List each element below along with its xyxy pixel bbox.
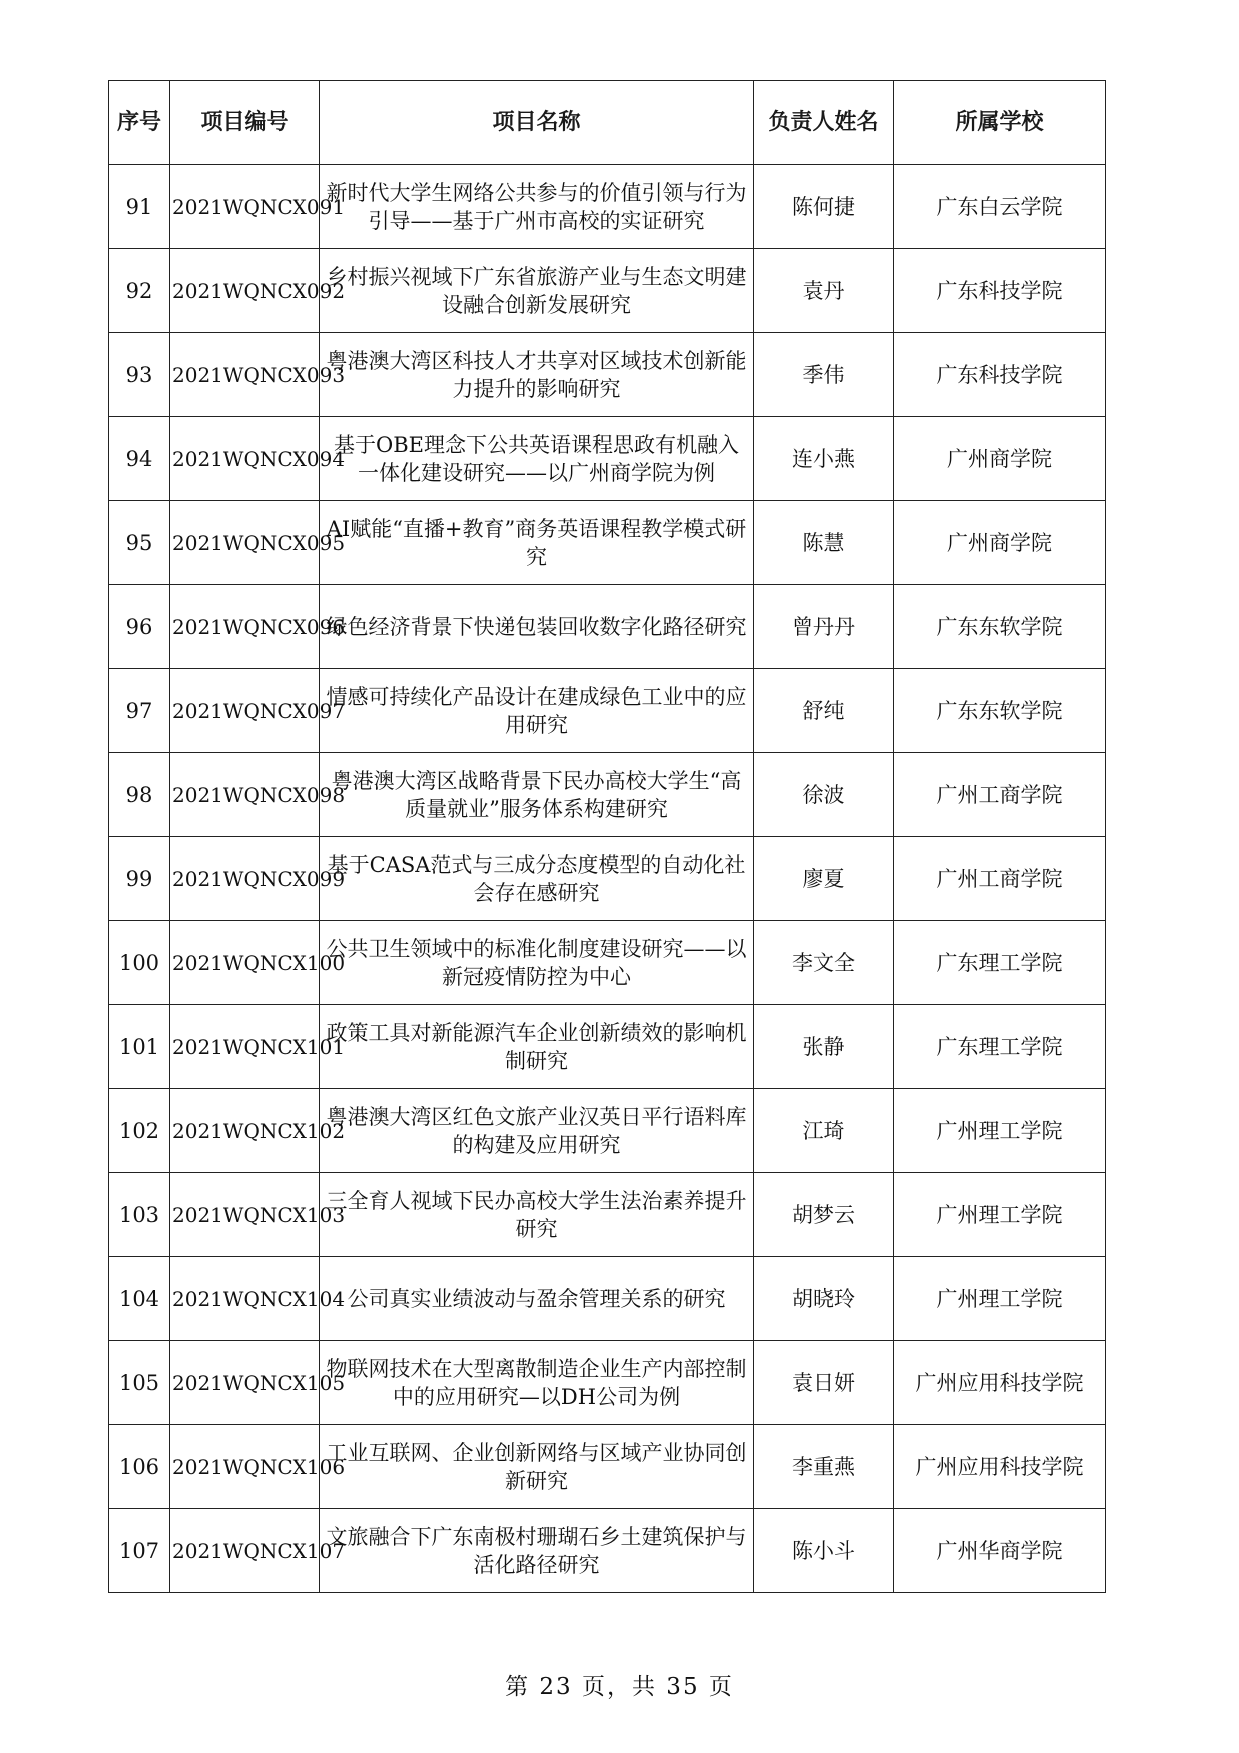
- cell-leader: 陈慧: [754, 501, 894, 585]
- cell-seq: 102: [109, 1089, 170, 1173]
- cell-seq: 94: [109, 417, 170, 501]
- cell-code: 2021WQNCX105: [170, 1341, 320, 1425]
- cell-leader: 胡梦云: [754, 1173, 894, 1257]
- cell-code: 2021WQNCX102: [170, 1089, 320, 1173]
- cell-code: 2021WQNCX095: [170, 501, 320, 585]
- table-row: [109, 669, 1106, 753]
- cell-name: 文旅融合下广东南极村珊瑚石乡土建筑保护与活化路径研究: [320, 1509, 754, 1593]
- cell-leader: 李重燕: [754, 1425, 894, 1509]
- cell-code: 2021WQNCX099: [170, 837, 320, 921]
- table-row: [109, 1341, 1106, 1425]
- project-table: [108, 80, 1106, 1593]
- cell-name: 基于OBE理念下公共英语课程思政有机融入一体化建设研究——以广州商学院为例: [320, 417, 754, 501]
- cell-leader: 舒纯: [754, 669, 894, 753]
- table-row: [109, 1257, 1106, 1341]
- cell-school: 广州应用科技学院: [894, 1425, 1106, 1509]
- cell-school: 广东白云学院: [894, 165, 1106, 249]
- cell-name: 三全育人视域下民办高校大学生法治素养提升研究: [320, 1173, 754, 1257]
- cell-leader: 廖夏: [754, 837, 894, 921]
- cell-school: 广东东软学院: [894, 585, 1106, 669]
- cell-leader: 袁丹: [754, 249, 894, 333]
- cell-name: 公司真实业绩波动与盈余管理关系的研究: [320, 1257, 754, 1341]
- cell-leader: 陈何捷: [754, 165, 894, 249]
- cell-code: 2021WQNCX094: [170, 417, 320, 501]
- cell-name: 新时代大学生网络公共参与的价值引领与行为引导——基于广州市高校的实证研究: [320, 165, 754, 249]
- cell-code: 2021WQNCX100: [170, 921, 320, 1005]
- cell-seq: 103: [109, 1173, 170, 1257]
- header-name: 项目名称: [320, 81, 754, 165]
- cell-code: 2021WQNCX103: [170, 1173, 320, 1257]
- cell-seq: 101: [109, 1005, 170, 1089]
- cell-school: 广东理工学院: [894, 1005, 1106, 1089]
- cell-leader: 季伟: [754, 333, 894, 417]
- cell-name: 粤港澳大湾区战略背景下民办高校大学生“高质量就业”服务体系构建研究: [320, 753, 754, 837]
- cell-seq: 99: [109, 837, 170, 921]
- cell-name: 绿色经济背景下快递包装回收数字化路径研究: [320, 585, 754, 669]
- cell-name: 粤港澳大湾区红色文旅产业汉英日平行语料库的构建及应用研究: [320, 1089, 754, 1173]
- cell-seq: 100: [109, 921, 170, 1005]
- cell-school: 广州理工学院: [894, 1089, 1106, 1173]
- cell-school: 广东东软学院: [894, 669, 1106, 753]
- cell-school: 广东理工学院: [894, 921, 1106, 1005]
- cell-name: 公共卫生领域中的标准化制度建设研究——以新冠疫情防控为中心: [320, 921, 754, 1005]
- cell-leader: 连小燕: [754, 417, 894, 501]
- cell-school: 广东科技学院: [894, 333, 1106, 417]
- cell-school: 广州华商学院: [894, 1509, 1106, 1593]
- cell-seq: 93: [109, 333, 170, 417]
- cell-name: 工业互联网、企业创新网络与区域产业协同创新研究: [320, 1425, 754, 1509]
- table-row: [109, 837, 1106, 921]
- cell-seq: 96: [109, 585, 170, 669]
- table-body: [109, 165, 1106, 1593]
- cell-name: 基于CASA范式与三成分态度模型的自动化社会存在感研究: [320, 837, 754, 921]
- table-row: [109, 1509, 1106, 1593]
- cell-leader: 李文全: [754, 921, 894, 1005]
- table-row: [109, 417, 1106, 501]
- cell-seq: 95: [109, 501, 170, 585]
- table-row: [109, 1089, 1106, 1173]
- table-row: [109, 585, 1106, 669]
- table-row: [109, 333, 1106, 417]
- cell-code: 2021WQNCX093: [170, 333, 320, 417]
- cell-school: 广州工商学院: [894, 753, 1106, 837]
- cell-code: 2021WQNCX097: [170, 669, 320, 753]
- cell-code: 2021WQNCX106: [170, 1425, 320, 1509]
- header-code: 项目编号: [170, 81, 320, 165]
- cell-leader: 曾丹丹: [754, 585, 894, 669]
- cell-code: 2021WQNCX091: [170, 165, 320, 249]
- cell-seq: 104: [109, 1257, 170, 1341]
- cell-seq: 105: [109, 1341, 170, 1425]
- table-row: [109, 1005, 1106, 1089]
- header-leader: 负责人姓名: [754, 81, 894, 165]
- cell-code: 2021WQNCX096: [170, 585, 320, 669]
- cell-seq: 106: [109, 1425, 170, 1509]
- cell-seq: 97: [109, 669, 170, 753]
- cell-school: 广东科技学院: [894, 249, 1106, 333]
- header-school: 所属学校: [894, 81, 1106, 165]
- header-seq: 序号: [109, 81, 170, 165]
- cell-school: 广州理工学院: [894, 1257, 1106, 1341]
- cell-seq: 92: [109, 249, 170, 333]
- cell-name: 情感可持续化产品设计在建成绿色工业中的应用研究: [320, 669, 754, 753]
- cell-name: 乡村振兴视域下广东省旅游产业与生态文明建设融合创新发展研究: [320, 249, 754, 333]
- cell-school: 广州工商学院: [894, 837, 1106, 921]
- cell-seq: 98: [109, 753, 170, 837]
- cell-name: 政策工具对新能源汽车企业创新绩效的影响机制研究: [320, 1005, 754, 1089]
- table-row: [109, 753, 1106, 837]
- cell-leader: 陈小斗: [754, 1509, 894, 1593]
- cell-seq: 91: [109, 165, 170, 249]
- cell-code: 2021WQNCX104: [170, 1257, 320, 1341]
- table-header-row: [109, 81, 1106, 165]
- cell-school: 广州商学院: [894, 417, 1106, 501]
- cell-leader: 徐波: [754, 753, 894, 837]
- cell-name: AI赋能“直播+教育”商务英语课程教学模式研究: [320, 501, 754, 585]
- cell-school: 广州理工学院: [894, 1173, 1106, 1257]
- cell-name: 物联网技术在大型离散制造企业生产内部控制中的应用研究—以DH公司为例: [320, 1341, 754, 1425]
- table-row: [109, 165, 1106, 249]
- cell-seq: 107: [109, 1509, 170, 1593]
- cell-school: 广州应用科技学院: [894, 1341, 1106, 1425]
- cell-leader: 胡晓玲: [754, 1257, 894, 1341]
- cell-leader: 袁日妍: [754, 1341, 894, 1425]
- table-row: [109, 249, 1106, 333]
- page-footer: 第 23 页，共 35 页: [505, 1674, 734, 1700]
- cell-name: 粤港澳大湾区科技人才共享对区域技术创新能力提升的影响研究: [320, 333, 754, 417]
- cell-code: 2021WQNCX092: [170, 249, 320, 333]
- table-row: [109, 1425, 1106, 1509]
- cell-leader: 江琦: [754, 1089, 894, 1173]
- table-row: [109, 1173, 1106, 1257]
- cell-code: 2021WQNCX098: [170, 753, 320, 837]
- table-row: [109, 501, 1106, 585]
- cell-code: 2021WQNCX101: [170, 1005, 320, 1089]
- cell-school: 广州商学院: [894, 501, 1106, 585]
- table-row: [109, 921, 1106, 1005]
- cell-code: 2021WQNCX107: [170, 1509, 320, 1593]
- cell-leader: 张静: [754, 1005, 894, 1089]
